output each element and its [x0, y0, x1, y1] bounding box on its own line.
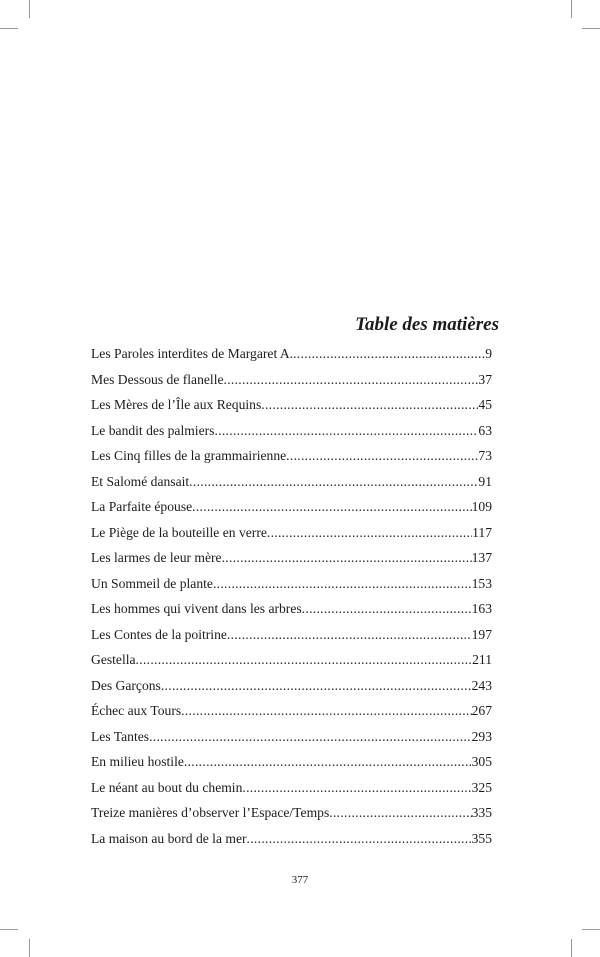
toc-entry-title: Les Tantes: [91, 728, 150, 744]
toc-dot-leader: [302, 596, 472, 622]
toc-entry: [91, 673, 492, 699]
toc-entry-title: Le bandit des palmiers: [91, 422, 215, 438]
toc-dot-leader: [224, 367, 479, 393]
toc-entry: [91, 724, 492, 750]
toc-dot-leader: [149, 724, 472, 750]
crop-mark-top-left-vertical: [29, 0, 30, 18]
toc-dot-leader: [181, 698, 471, 724]
toc-dot-leader: [136, 647, 473, 673]
toc-dot-leader: [192, 494, 471, 520]
crop-mark-top-left-horizontal: [0, 28, 18, 29]
toc-entry-title: Le Piège de la bouteille en verre: [91, 524, 267, 540]
toc-entry-page: 325: [471, 779, 492, 795]
toc-entry-title: Les Mères de l’Île aux Requins: [91, 397, 262, 412]
toc-entry: [91, 698, 492, 724]
toc-entry: [91, 800, 492, 826]
toc-entry: [91, 545, 492, 571]
toc-entry-title: En milieu hostile: [91, 754, 184, 769]
toc-entry-page: 73: [478, 448, 492, 463]
toc-entry: [91, 749, 492, 775]
toc-entry-page: 153: [471, 575, 492, 591]
toc-entry-title: Gestella: [91, 652, 136, 667]
toc-entry: [91, 469, 492, 495]
toc-entry: [91, 520, 492, 546]
toc-entry-page: 293: [471, 728, 492, 744]
toc-entry-page: 335: [471, 805, 492, 820]
toc-entry-title: La Parfaite épouse: [91, 499, 193, 514]
crop-mark-bottom-left-vertical: [29, 939, 30, 957]
toc-entry-page: 163: [471, 601, 492, 616]
toc-dot-leader: [293, 341, 485, 367]
page-number: 377: [291, 874, 309, 886]
toc-entry-page: 305: [471, 754, 492, 769]
toc-entry: [91, 775, 492, 801]
toc-dot-leader: [222, 545, 472, 571]
toc-dot-leader: [189, 469, 478, 495]
toc-entry: [91, 367, 492, 393]
toc-entry-title: Les Contes de la poitrine: [91, 626, 227, 642]
toc-entry-title: Les Paroles interdites de Margaret A.: [91, 346, 294, 361]
toc-dot-leader: [161, 673, 472, 699]
crop-mark-top-right-horizontal: [582, 28, 600, 29]
toc-entry-page: 267: [471, 703, 492, 718]
toc-dot-leader: [227, 622, 472, 648]
toc-entry: [91, 596, 492, 622]
crop-mark-bottom-right-vertical: [571, 939, 572, 957]
toc-dot-leader: [329, 800, 471, 826]
toc-dot-leader: [184, 749, 472, 775]
toc-entry: [91, 392, 492, 418]
toc-entry-page: 109: [471, 499, 492, 514]
toc-entry: [91, 341, 492, 367]
toc-entry: [91, 571, 492, 597]
toc-entry-page: 45: [478, 397, 492, 412]
toc-entry: [91, 647, 492, 673]
toc-dot-leader: [286, 443, 478, 469]
toc-dot-leader: [213, 571, 472, 597]
toc-entry-title: Des Garçons: [91, 677, 161, 693]
toc-entry-page: 197: [471, 626, 492, 642]
crop-mark-top-right-vertical: [571, 0, 572, 18]
toc-entry-title: Le néant au bout du chemin: [91, 779, 243, 795]
toc-entry-title: Les Cinq filles de la grammairienne: [91, 448, 287, 463]
toc-dot-leader: [267, 520, 472, 546]
toc-dot-leader: [261, 392, 478, 418]
toc-entry-page: 63: [478, 422, 492, 438]
toc-entry: [91, 826, 492, 852]
toc-entry: [91, 443, 492, 469]
toc-entry-page: 137: [471, 550, 492, 565]
toc-entry-page: 243: [471, 677, 492, 693]
toc-dot-leader: [214, 418, 478, 444]
toc-entry-page: 355: [471, 830, 492, 846]
toc-entry-title: Les hommes qui vivent dans les arbres: [91, 601, 302, 616]
toc-heading: Table des matières: [355, 314, 499, 335]
toc-dot-leader: [242, 775, 471, 801]
toc-entry-page: 37: [478, 371, 492, 387]
toc-entry: [91, 494, 492, 520]
toc-entry-title: Mes Dessous de flanelle: [91, 371, 224, 387]
toc-entry-title: Un Sommeil de plante: [91, 575, 213, 591]
crop-mark-bottom-left-horizontal: [0, 929, 18, 930]
toc-entry-title: Les larmes de leur mère: [91, 550, 222, 565]
toc-entry: [91, 622, 492, 648]
toc-entry-page: 117: [472, 524, 492, 540]
toc-entry-title: Treize manières d’observer l’Espace/Temps: [91, 805, 330, 820]
toc-entry-page: 211: [472, 652, 492, 667]
toc-entry-title: Et Salomé dansait: [91, 473, 190, 489]
toc-entry-page: 91: [478, 473, 492, 489]
toc-entry-title: La maison au bord de la mer: [91, 830, 247, 846]
toc-dot-leader: [247, 826, 472, 852]
toc-entry: [91, 418, 492, 444]
crop-mark-bottom-right-horizontal: [582, 929, 600, 930]
toc-entry-title: Échec aux Tours: [91, 703, 182, 718]
table-of-contents: [91, 341, 492, 851]
toc-entry-page: 9: [485, 346, 492, 361]
